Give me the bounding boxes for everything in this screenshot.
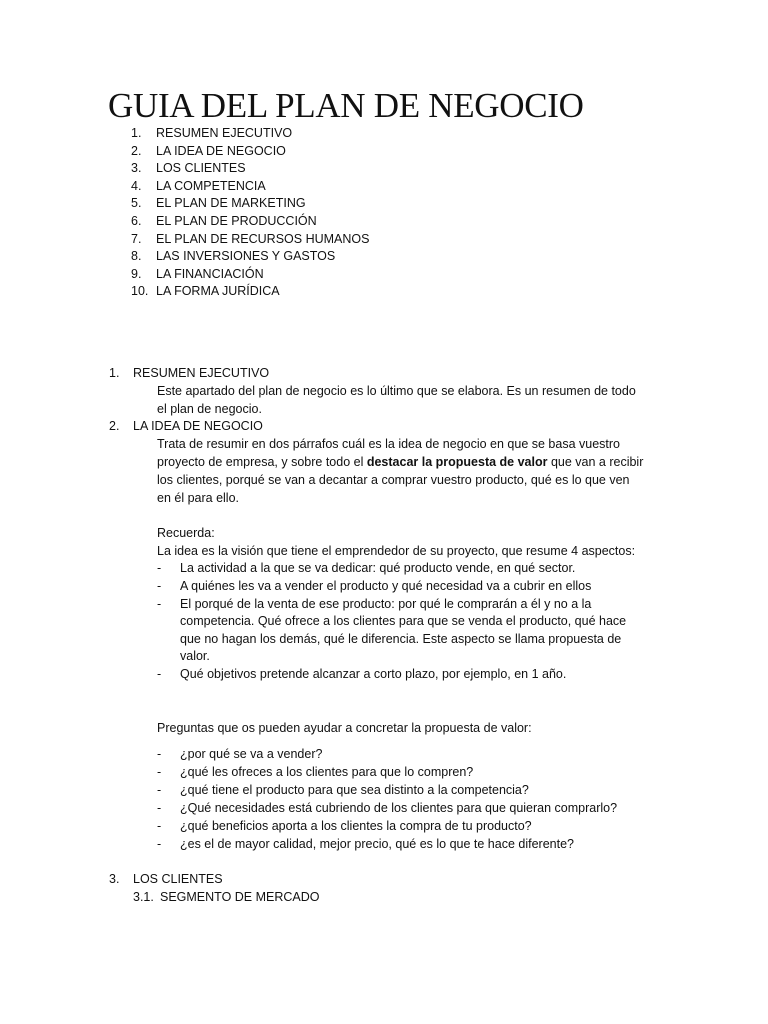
toc-item-number: 6.: [131, 213, 142, 228]
question-item: ¿qué beneficios aporta a los clientes la compra de tu producto?: [180, 819, 532, 833]
paragraph-line: el plan de negocio.: [157, 402, 262, 416]
toc-item-number: 10.: [131, 284, 149, 299]
toc-item-label: LOS CLIENTES: [156, 161, 246, 176]
toc-item-label: EL PLAN DE RECURSOS HUMANOS: [156, 231, 370, 246]
toc-item-number: 2.: [131, 143, 142, 158]
bullet-dash: -: [157, 783, 162, 797]
section-number: 1.: [109, 366, 120, 380]
document-title: GUIA DEL PLAN DE NEGOCIO: [108, 86, 584, 125]
bullet-dash: -: [157, 597, 162, 611]
toc-item: [131, 231, 369, 249]
section-heading: RESUMEN EJECUTIVO: [133, 366, 270, 380]
bullet-dash: -: [157, 579, 162, 593]
subsection-heading: SEGMENTO DE MERCADO: [160, 890, 320, 904]
question-item: ¿qué tiene el producto para que sea distinto a la competencia?: [180, 783, 529, 797]
paragraph-line: [157, 454, 643, 472]
toc-item-number: 7.: [131, 231, 142, 246]
toc-item: [131, 213, 369, 231]
highlighted-text: destacar la propuesta de valor: [366, 455, 548, 469]
toc-item-label: RESUMEN EJECUTIVO: [156, 126, 293, 140]
toc-item: [131, 283, 369, 301]
subsection-number: 3.1.: [133, 890, 154, 904]
list-item: Qué objetivos pretende alcanzar a corto plazo, por ejemplo, en 1 año.: [180, 667, 567, 681]
bullet-dash: -: [157, 801, 162, 815]
toc-item-number: 5.: [131, 196, 142, 211]
list-item: A quiénes les va a vender el producto y qué necesidad va a cubrir en ellos: [180, 579, 592, 593]
toc-item-label: LAS INVERSIONES Y GASTOS: [156, 249, 336, 264]
toc-item-number: 4.: [131, 178, 142, 193]
recuerda-label: Recuerda:: [157, 526, 215, 540]
paragraph-line: los clientes, porqué se van a decantar a comprar vuestro producto, qué es lo que ven: [157, 473, 630, 487]
bullet-dash: -: [157, 747, 162, 761]
section-heading: LA IDEA DE NEGOCIO: [133, 419, 263, 433]
toc-item: [131, 125, 369, 143]
toc-item: [131, 266, 369, 284]
toc-item-number: 9.: [131, 266, 142, 281]
bullet-dash: -: [157, 667, 162, 681]
questions-intro: Preguntas que os pueden ayudar a concretar la propuesta de valor:: [157, 721, 532, 735]
list-item-continuation: competencia. Qué ofrece a los clientes para que se venda el producto, qué hace: [180, 614, 627, 628]
list-item: La actividad a la que se va dedicar: qué producto vende, en qué sector.: [180, 561, 576, 575]
question-item: ¿es el de mayor calidad, mejor precio, qué es lo que te hace diferente?: [180, 837, 574, 851]
toc-item: [131, 160, 369, 178]
toc-item: [131, 143, 369, 161]
toc-item-number: 1.: [131, 126, 142, 140]
section-heading: LOS CLIENTES: [133, 872, 223, 886]
paragraph-line: Este apartado del plan de negocio es lo último que se elabora. Es un resumen de todo: [157, 384, 636, 398]
list-item-continuation: valor.: [180, 649, 210, 663]
bullet-dash: -: [157, 765, 162, 779]
list-item-continuation: que no hagan los demás, qué le diferencia. Este aspecto se llama propuesta de: [180, 632, 622, 646]
toc-item-label: LA IDEA DE NEGOCIO: [156, 143, 286, 158]
bullet-dash: -: [157, 819, 162, 833]
bullet-dash: -: [157, 837, 162, 851]
toc-item-label: LA FINANCIACIÓN: [156, 266, 264, 281]
question-item: ¿qué les ofreces a los clientes para que lo compren?: [180, 765, 474, 779]
paragraph-text: que van a recibir: [547, 455, 644, 469]
question-item: ¿Qué necesidades está cubriendo de los clientes para que quieran comprarlo?: [180, 801, 618, 815]
paragraph-line: La idea es la visión que tiene el emprendedor de su proyecto, que resume 4 aspectos:: [157, 544, 636, 558]
paragraph-line: Trata de resumir en dos párrafos cuál es la idea de negocio en que se basa vuestro: [157, 437, 621, 451]
toc-item-label: EL PLAN DE MARKETING: [156, 196, 306, 211]
paragraph-line: en él para ello.: [157, 491, 240, 505]
paragraph-text: proyecto de empresa, y sobre todo el: [157, 455, 367, 469]
toc-item: [131, 195, 369, 213]
question-item: ¿por qué se va a vender?: [180, 747, 323, 761]
toc-item-number: 3.: [131, 161, 142, 176]
bullet-dash: -: [157, 561, 162, 575]
list-item: El porqué de la venta de ese producto: por qué le comprarán a él y no a la: [180, 597, 592, 611]
toc-item-label: LA FORMA JURÍDICA: [156, 284, 280, 299]
section-number: 2.: [109, 419, 120, 433]
section-number: 3.: [109, 872, 120, 886]
toc-item: [131, 178, 369, 196]
toc-item: [131, 248, 369, 266]
toc-item-label: EL PLAN DE PRODUCCIÓN: [156, 213, 317, 228]
toc-item-label: LA COMPETENCIA: [156, 178, 266, 193]
toc-item-number: 8.: [131, 249, 142, 264]
table-of-contents: [131, 125, 369, 301]
